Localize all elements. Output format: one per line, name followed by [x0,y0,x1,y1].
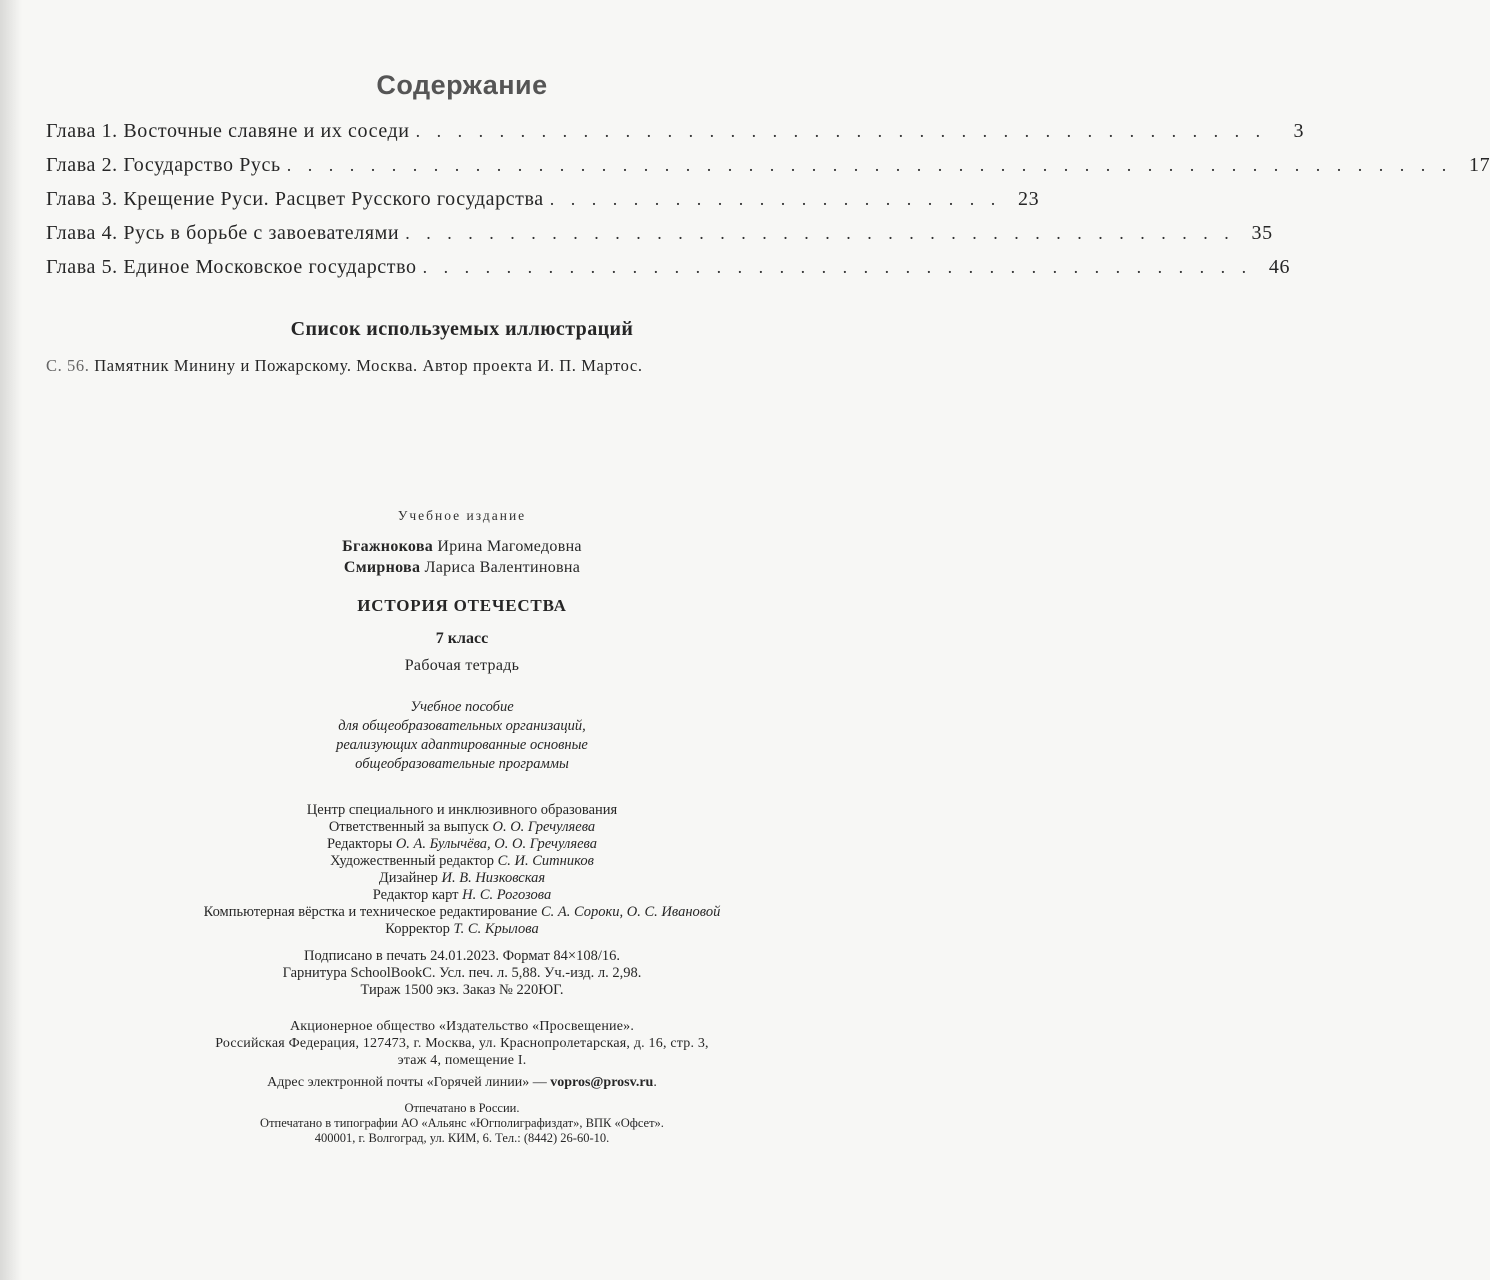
illustrations-title: Список используемых иллюстраций [290,318,634,340]
print-line: Гарнитура SchoolBookC. Усл. печ. л. 5,88. Уч.-изд. л. 2,98. [282,965,642,981]
toc-entry [46,120,1305,154]
credit-role: Редактор карт [372,887,459,903]
toc-leader-dots: . . . . . . . . . . . . . . . . . . . . . . . . . . . . . . . . . . . . . . . . . . . . . . . . . . . . . . . . [286,155,1453,175]
credit-names: С. А. Сороки, О. С. Ивановой [540,904,721,920]
toc-entry [46,188,1040,222]
author-given-name: Лариса Валентиновна [424,559,581,576]
publisher-details [0,1018,924,1069]
credit-role: Ответственный за выпуск [328,819,489,835]
edition-type: Учебное издание [397,508,527,523]
toc-entry-label: Глава 2. Государство Русь [46,154,281,176]
book-purpose [0,698,924,774]
toc-entry-label: Глава 3. Крещение Руси. Расцвет Русского государства [46,188,544,210]
credit-role: Компьютерная вёрстка и техническое редактирование [203,904,538,920]
author-surname: Бгажнокова [342,538,434,555]
credit-role: Корректор [385,921,450,937]
toc-list [46,120,1490,290]
email-end: . [653,1075,657,1090]
toc-entry-page: 35 [1251,222,1273,244]
toc-leader-dots: . . . . . . . . . . . . . . . . . . . . . . . . . . . . . . . . . . . . . . . . [422,257,1253,277]
credit-names: О. А. Булычёва, О. О. Гречуляева [395,836,597,852]
illustration-text: Памятник Минину и Пожарскому. Москва. Автор проекта И. П. Мартос. [94,356,643,375]
credit-role: Центр специального и инклюзивного образования [306,802,618,818]
publisher-line: Акционерное общество «Издательство «Просвещение». [289,1019,635,1034]
email-address: vopros@prosv.ru [550,1075,654,1090]
book-subtitle: Рабочая тетрадь [404,657,520,674]
author [0,536,924,557]
hotline-email [0,1075,924,1091]
credit-line [0,819,924,836]
credit-line [0,836,924,853]
toc-entry-label: Глава 5. Единое Московское государство [46,256,417,278]
credit-role: Дизайнер [378,870,438,886]
credit-line [0,802,924,819]
credit-line [0,870,924,887]
printing-line: Отпечатано в России. [404,1101,520,1115]
author [0,557,924,578]
print-line: Тираж 1500 экз. Заказ № 220ЮГ. [360,982,564,998]
toc-leader-dots: . . . . . . . . . . . . . . . . . . . . . . . . . . . . . . . . . . . . . . . . . [415,121,1267,141]
toc-entry-page: 23 [1018,188,1040,210]
printing-house [0,1101,924,1146]
toc-entry-page: 17 [1469,154,1490,176]
printing-line: 400001, г. Волгоград, ул. КИМ, 6. Тел.: (8442) 26-60-10. [314,1131,610,1145]
toc-entry [46,256,1291,290]
purpose-line: общеобразовательные программы [355,756,569,772]
credit-names: Н. С. Рогозова [462,887,552,903]
credit-names: С. И. Ситников [497,853,594,869]
publisher-line: этаж 4, помещение I. [397,1053,527,1068]
credits-block [0,802,924,938]
publisher-line: Российская Федерация, 127473, г. Москва, ул. Краснопролетарская, д. 16, стр. 3, [215,1036,709,1051]
credit-names: Т. С. Крылова [453,921,539,937]
book-title: ИСТОРИЯ ОТЕЧЕСТВА [357,596,567,615]
email-label: Адрес электронной почты «Горячей линии» — [267,1075,547,1090]
print-line: Подписано в печать 24.01.2023. Формат 84×108/16. [303,948,621,964]
credit-role: Художественный редактор [330,853,494,869]
toc-entry [46,154,1490,188]
print-details [0,948,924,999]
author-surname: Смирнова [343,559,421,576]
credit-names: О. О. Гречуляева [492,819,596,835]
toc-entry-label: Глава 4. Русь в борьбе с завоевателями [46,222,400,244]
author-given-name: Ирина Магомедовна [437,538,582,555]
toc-leader-dots: . . . . . . . . . . . . . . . . . . . . . . [549,189,1002,209]
toc-entry-page: 3 [1293,120,1305,142]
toc-entry [46,222,1273,256]
purpose-line: Учебное пособие [410,699,514,715]
credit-line [0,887,924,904]
credit-role: Редакторы [327,836,393,852]
printing-line: Отпечатано в типографии АО «Альянс «Югполиграфиздат», ВПК «Офсет». [260,1116,664,1130]
purpose-line: реализующих адаптированные основные [336,737,588,753]
toc-entry-label: Глава 1. Восточные славяне и их соседи [46,120,410,142]
illustration-page-ref: С. 56. [46,356,90,375]
credit-names: И. В. Низковская [441,870,546,886]
credit-line [0,921,924,938]
toc-entry-page: 46 [1268,256,1291,278]
book-grade: 7 класс [435,630,489,647]
toc-leader-dots: . . . . . . . . . . . . . . . . . . . . . . . . . . . . . . . . . . . . . . . . [405,223,1235,243]
illustration-entry [46,356,896,376]
credit-line [0,853,924,870]
purpose-line: для общеобразовательных организаций, [338,718,586,734]
credit-line [0,904,924,921]
toc-title: Содержание [376,70,548,100]
